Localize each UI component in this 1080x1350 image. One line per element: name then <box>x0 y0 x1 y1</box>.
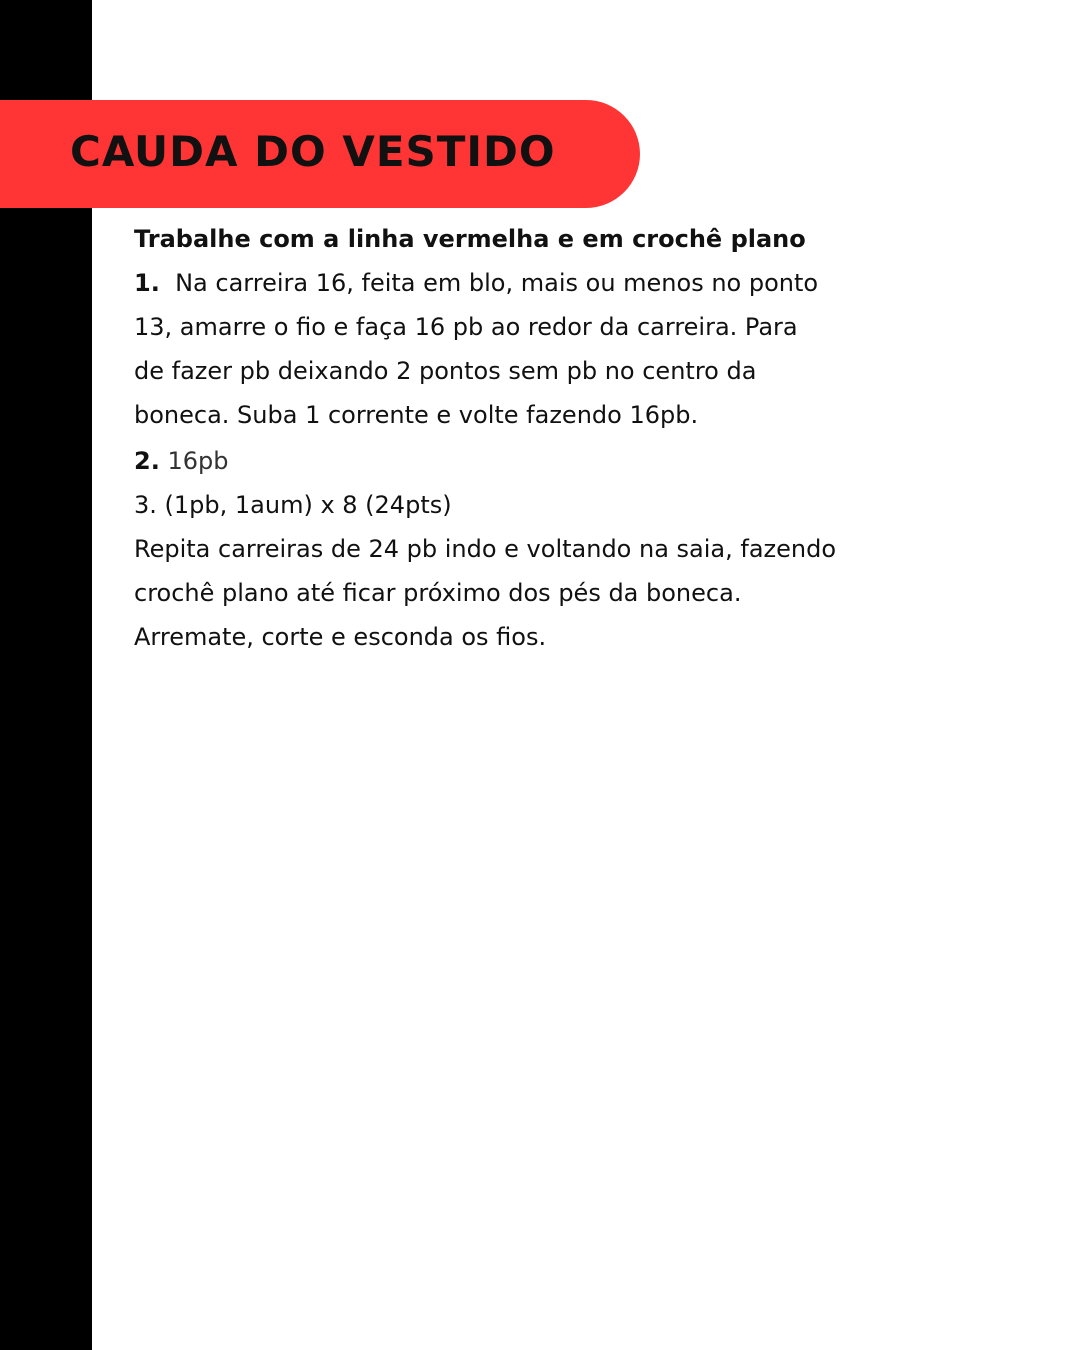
closing-line-1: Repita carreiras de 24 pb indo e voltando na saia, fazendo <box>134 535 837 563</box>
step-1-line-4: boneca. Suba 1 corrente e volte fazendo 16pb. <box>134 401 699 429</box>
step-2-text: 16pb <box>167 447 229 475</box>
page-title: CAUDA DO VESTIDO <box>70 127 556 176</box>
step-1-text: Na carreira 16, feita em blo, mais ou menos no ponto <box>175 269 819 297</box>
step-1-line-2: 13, amarre o fio e faça 16 pb ao redor da carreira. Para <box>134 313 798 341</box>
step-1-line-3: de fazer pb deixando 2 pontos sem pb no centro da <box>134 357 757 385</box>
step-1-line-1 <box>134 261 954 305</box>
step-2-line <box>134 439 954 483</box>
step-1-number: 1. <box>134 269 160 297</box>
instructions-content <box>134 217 954 659</box>
closing-line-3: Arremate, corte e esconda os fios. <box>134 623 547 651</box>
step-3-line: 3. (1pb, 1aum) x 8 (24pts) <box>134 491 452 519</box>
intro-line: Trabalhe com a linha vermelha e em crochê plano <box>134 225 806 253</box>
closing-line-2: crochê plano até ficar próximo dos pés da boneca. <box>134 579 742 607</box>
step-2-number: 2. <box>134 447 160 475</box>
